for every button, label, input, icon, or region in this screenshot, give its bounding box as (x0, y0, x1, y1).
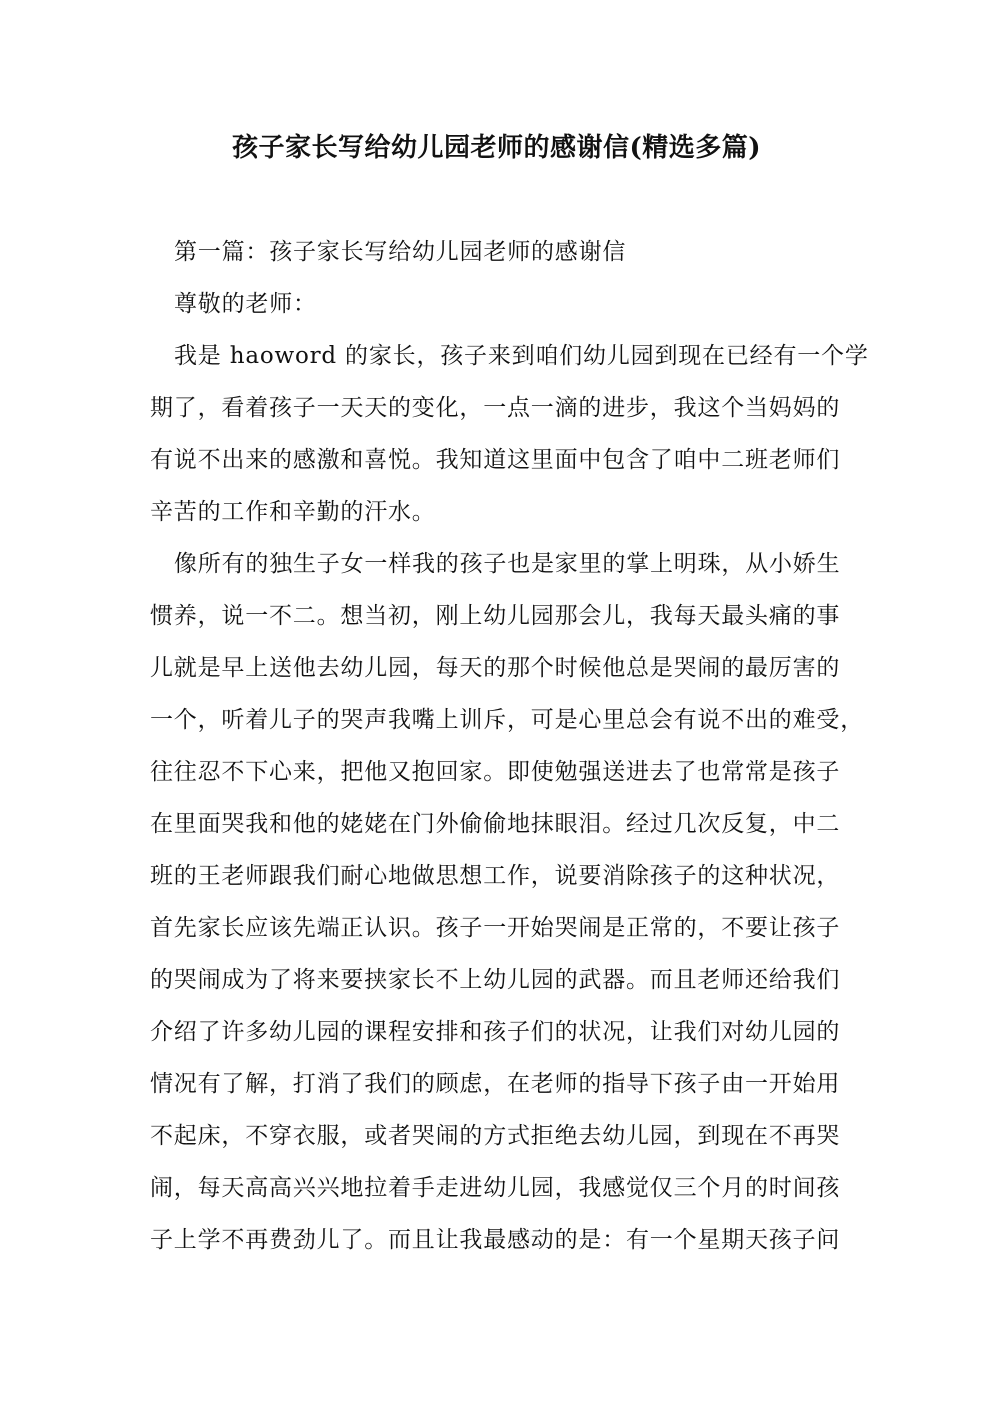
paragraph-line: 子上学不再费劲儿了。而且让我最感动的是：有一个星期天孩子问 (150, 1227, 841, 1253)
paragraph-line: 情况有了解，打消了我们的顾虑，在老师的指导下孩子由一开始用 (150, 1071, 841, 1097)
paragraph-line: 闹，每天高高兴兴地拉着手走进幼儿园，我感觉仅三个月的时间孩 (150, 1175, 841, 1201)
paragraph-line: 像所有的独生子女一样我的孩子也是家里的掌上明珠，从小娇生 (174, 551, 841, 577)
paragraph-line: 我是 haoword 的家长，孩子来到咱们幼儿园到现在已经有一个学 (174, 343, 869, 369)
paragraph-line: 不起床，不穿衣服，或者哭闹的方式拒绝去幼儿园，到现在不再哭 (150, 1123, 841, 1149)
paragraph-line: 首先家长应该先端正认识。孩子一开始哭闹是正常的，不要让孩子 (150, 915, 841, 941)
document-title: 孩子家长写给幼儿园老师的感谢信(精选多篇) (231, 133, 762, 163)
salutation: 尊敬的老师： (174, 291, 317, 317)
paragraph-line: 一个，听着儿子的哭声我嘴上训斥，可是心里总会有说不出的难受， (150, 707, 864, 733)
section-heading: 第一篇：孩子家长写给幼儿园老师的感谢信 (174, 239, 627, 265)
paragraph-line: 期了，看着孩子一天天的变化，一点一滴的进步，我这个当妈妈的 (150, 395, 841, 421)
paragraph-line: 有说不出来的感激和喜悦。我知道这里面中包含了咱中二班老师们 (150, 447, 841, 473)
paragraph-line: 惯养，说一不二。想当初，刚上幼儿园那会儿，我每天最头痛的事 (150, 603, 841, 629)
paragraph-line: 班的王老师跟我们耐心地做思想工作，说要消除孩子的这种状况， (150, 863, 841, 889)
paragraph-line: 的哭闹成为了将来要挟家长不上幼儿园的武器。而且老师还给我们 (150, 967, 841, 993)
paragraph-line: 辛苦的工作和辛勤的汗水。 (150, 499, 436, 525)
paragraph-line: 往往忍不下心来，把他又抱回家。即使勉强送进去了也常常是孩子 (150, 759, 841, 785)
paragraph-line: 儿就是早上送他去幼儿园，每天的那个时候他总是哭闹的最厉害的 (150, 655, 841, 681)
paragraph-line: 介绍了许多幼儿园的课程安排和孩子们的状况，让我们对幼儿园的 (150, 1019, 841, 1045)
paragraph-line: 在里面哭我和他的姥姥在门外偷偷地抹眼泪。经过几次反复，中二 (150, 811, 841, 837)
